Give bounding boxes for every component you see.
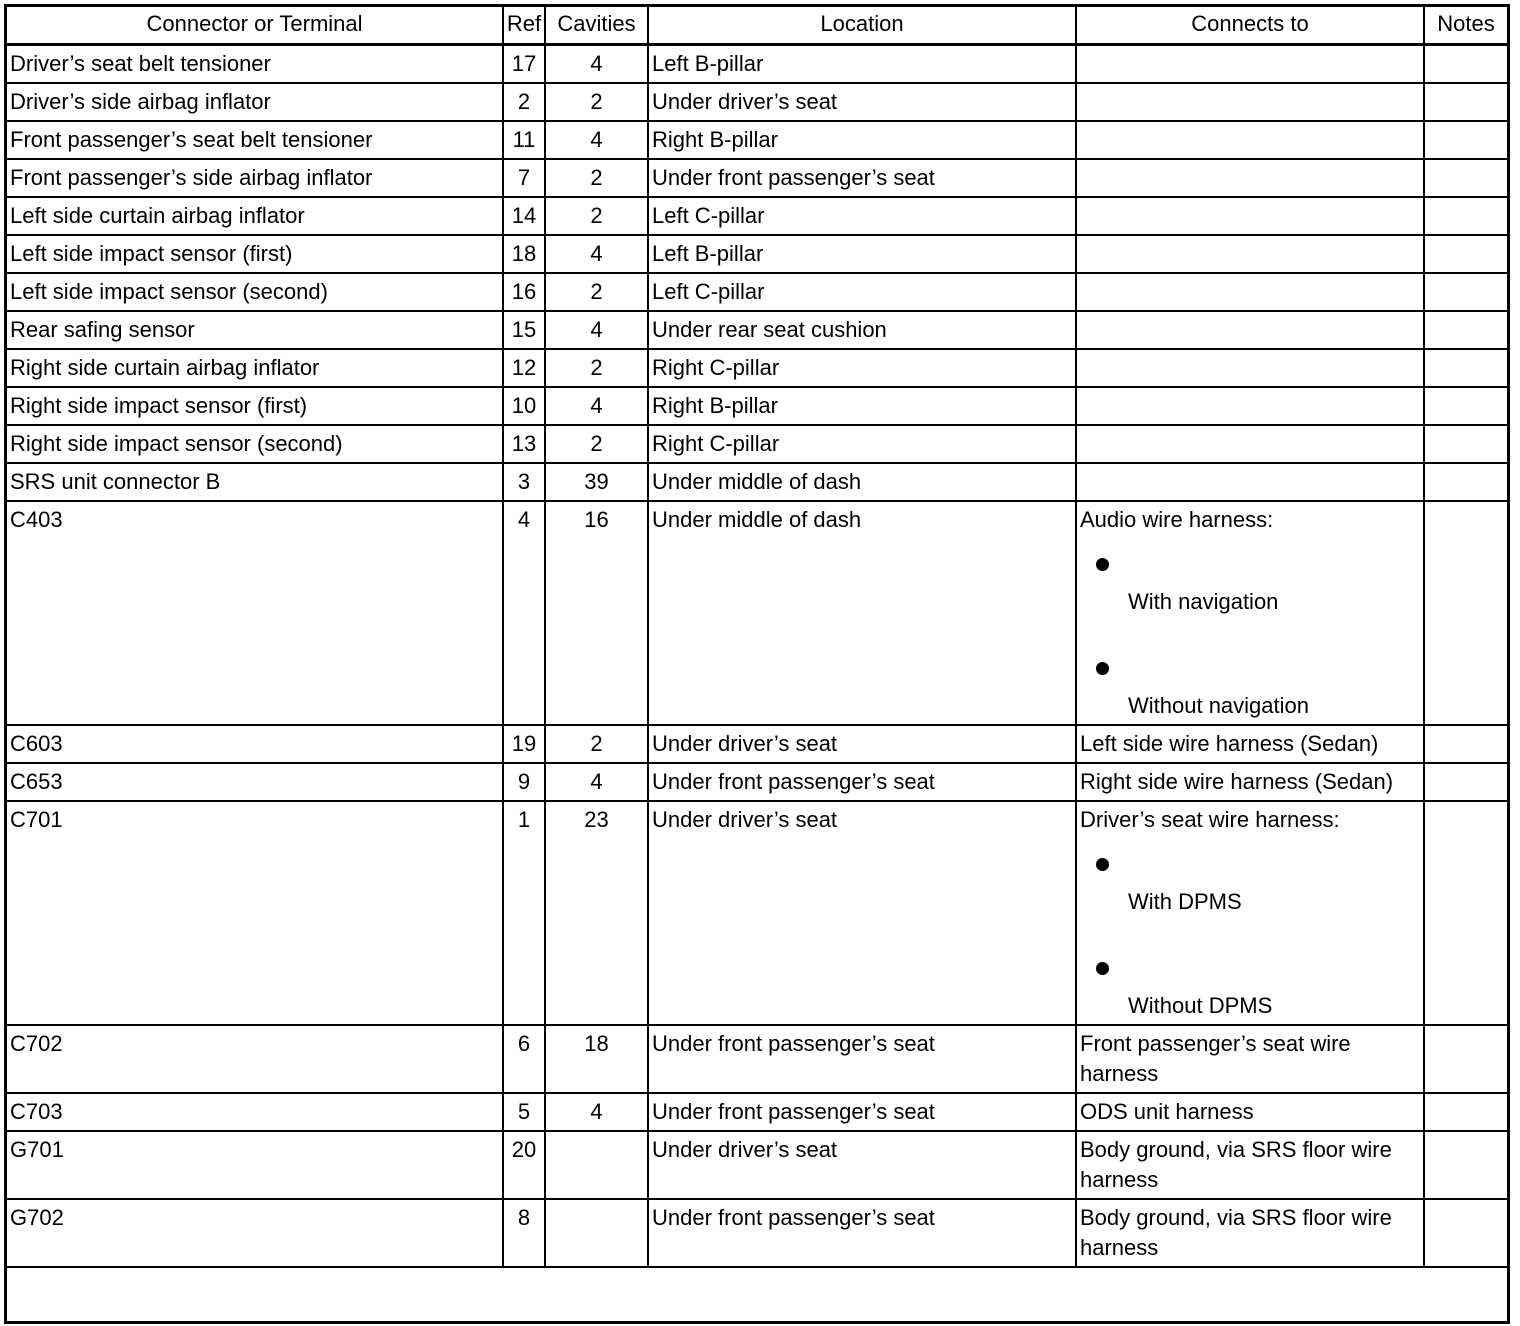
connects-to-heading: Driver’s seat wire harness: (1080, 807, 1340, 832)
cell-connects-to: Right side wire harness (Sedan) (1076, 763, 1424, 801)
cell-location: Left C-pillar (648, 273, 1076, 311)
table-row (6, 197, 1508, 235)
cell-notes (1424, 1025, 1508, 1093)
cell-location: Under rear seat cushion (648, 311, 1076, 349)
cell-notes (1424, 197, 1508, 235)
cell-connector: C701 (6, 801, 503, 1025)
header-connector: Connector or Terminal (6, 6, 503, 45)
table-row (6, 501, 1508, 725)
cell-connector: Right side impact sensor (first) (6, 387, 503, 425)
cell-notes (1424, 1199, 1508, 1267)
cell-ref: 1 (503, 801, 545, 1025)
cell-notes (1424, 501, 1508, 725)
cell-connector: Right side impact sensor (second) (6, 425, 503, 463)
bullet-text: Without navigation (1128, 693, 1309, 718)
cell-connector: C403 (6, 501, 503, 725)
cell-connects-to (1076, 45, 1424, 84)
table-row (6, 725, 1508, 763)
table-row (6, 273, 1508, 311)
table-header-row (6, 6, 1508, 45)
table-row (6, 349, 1508, 387)
cell-location: Left B-pillar (648, 235, 1076, 273)
cell-location: Under driver’s seat (648, 1131, 1076, 1199)
cell-cavities: 2 (545, 273, 648, 311)
table-body (6, 45, 1508, 1268)
bullet-dot-icon (1096, 662, 1109, 675)
cell-connector: Left side impact sensor (second) (6, 273, 503, 311)
cell-connects-to (1076, 349, 1424, 387)
cell-location: Under driver’s seat (648, 801, 1076, 1025)
cell-location: Left C-pillar (648, 197, 1076, 235)
cell-connects-to: Front passenger’s seat wire harness (1076, 1025, 1424, 1093)
cell-ref: 6 (503, 1025, 545, 1093)
bullet-dot-icon (1096, 558, 1109, 571)
cell-connects-to (1076, 273, 1424, 311)
cell-notes (1424, 121, 1508, 159)
cell-notes (1424, 83, 1508, 121)
cell-location: Under driver’s seat (648, 83, 1076, 121)
cell-connects-to (1076, 425, 1424, 463)
cell-cavities: 2 (545, 349, 648, 387)
cell-ref: 11 (503, 121, 545, 159)
cell-ref: 4 (503, 501, 545, 725)
cell-connects-to (1076, 121, 1424, 159)
cell-connector: Rear safing sensor (6, 311, 503, 349)
cell-cavities (545, 1131, 648, 1199)
cell-notes (1424, 45, 1508, 84)
cell-location: Right B-pillar (648, 121, 1076, 159)
bullet-item (1080, 835, 1421, 939)
cell-cavities: 2 (545, 425, 648, 463)
cell-ref: 9 (503, 763, 545, 801)
cell-location: Under front passenger’s seat (648, 1199, 1076, 1267)
connects-to-bullet-list (1080, 535, 1421, 721)
connector-table (5, 5, 1509, 1268)
table-row (6, 387, 1508, 425)
bullet-dot-icon (1096, 962, 1109, 975)
cell-ref: 7 (503, 159, 545, 197)
cell-cavities: 4 (545, 121, 648, 159)
bullet-dot-icon (1096, 858, 1109, 871)
header-cavities: Cavities (545, 6, 648, 45)
cell-location: Right B-pillar (648, 387, 1076, 425)
table-row (6, 763, 1508, 801)
header-connects-to: Connects to (1076, 6, 1424, 45)
cell-connector: Right side curtain airbag inflator (6, 349, 503, 387)
cell-connector: Front passenger’s seat belt tensioner (6, 121, 503, 159)
cell-ref: 3 (503, 463, 545, 501)
cell-location: Under driver’s seat (648, 725, 1076, 763)
cell-connects-to: Left side wire harness (Sedan) (1076, 725, 1424, 763)
cell-ref: 13 (503, 425, 545, 463)
bullet-text: With DPMS (1128, 889, 1242, 914)
table-row (6, 159, 1508, 197)
bullet-item (1080, 939, 1421, 1021)
table-row (6, 1093, 1508, 1131)
table-row (6, 235, 1508, 273)
cell-connector: SRS unit connector B (6, 463, 503, 501)
connects-to-bullet-list (1080, 835, 1421, 1021)
cell-notes (1424, 235, 1508, 273)
cell-connects-to (1076, 197, 1424, 235)
cell-notes (1424, 1093, 1508, 1131)
cell-location: Right C-pillar (648, 349, 1076, 387)
cell-ref: 10 (503, 387, 545, 425)
cell-connector: C702 (6, 1025, 503, 1093)
header-ref: Ref (503, 6, 545, 45)
cell-ref: 18 (503, 235, 545, 273)
cell-notes (1424, 311, 1508, 349)
bullet-item (1080, 639, 1421, 721)
connects-to-heading: Audio wire harness: (1080, 507, 1274, 532)
table-row (6, 425, 1508, 463)
table-row (6, 121, 1508, 159)
cell-cavities: 4 (545, 1093, 648, 1131)
cell-ref: 16 (503, 273, 545, 311)
cell-cavities: 23 (545, 801, 648, 1025)
cell-notes (1424, 425, 1508, 463)
bullet-text: Without DPMS (1128, 993, 1273, 1018)
cell-connector: Left side curtain airbag inflator (6, 197, 503, 235)
cell-ref: 14 (503, 197, 545, 235)
cell-ref: 17 (503, 45, 545, 84)
cell-connects-to: Body ground, via SRS floor wire harness (1076, 1131, 1424, 1199)
cell-location: Left B-pillar (648, 45, 1076, 84)
header-location: Location (648, 6, 1076, 45)
table-row (6, 45, 1508, 84)
cell-notes (1424, 463, 1508, 501)
cell-ref: 20 (503, 1131, 545, 1199)
cell-location: Under front passenger’s seat (648, 1093, 1076, 1131)
cell-connects-to (1076, 501, 1424, 725)
cell-cavities (545, 1199, 648, 1267)
cell-connector: C653 (6, 763, 503, 801)
cell-ref: 12 (503, 349, 545, 387)
table-row (6, 1025, 1508, 1093)
cell-ref: 5 (503, 1093, 545, 1131)
cell-connector: C603 (6, 725, 503, 763)
cell-connects-to (1076, 235, 1424, 273)
cell-cavities: 4 (545, 387, 648, 425)
cell-ref: 8 (503, 1199, 545, 1267)
cell-cavities: 16 (545, 501, 648, 725)
cell-cavities: 2 (545, 159, 648, 197)
header-notes: Notes (1424, 6, 1508, 45)
cell-ref: 15 (503, 311, 545, 349)
cell-cavities: 2 (545, 725, 648, 763)
cell-location: Under middle of dash (648, 463, 1076, 501)
cell-location: Under middle of dash (648, 501, 1076, 725)
cell-notes (1424, 159, 1508, 197)
table-row (6, 801, 1508, 1025)
table-row (6, 1199, 1508, 1267)
cell-notes (1424, 763, 1508, 801)
table-row (6, 1131, 1508, 1199)
cell-location: Under front passenger’s seat (648, 1025, 1076, 1093)
cell-connects-to (1076, 159, 1424, 197)
cell-connector: G702 (6, 1199, 503, 1267)
cell-location: Under front passenger’s seat (648, 159, 1076, 197)
cell-notes (1424, 349, 1508, 387)
cell-connector: Driver’s seat belt tensioner (6, 45, 503, 84)
bullet-item (1080, 535, 1421, 639)
table-row (6, 311, 1508, 349)
cell-cavities: 4 (545, 763, 648, 801)
cell-notes (1424, 387, 1508, 425)
cell-connects-to: Body ground, via SRS floor wire harness (1076, 1199, 1424, 1267)
cell-cavities: 39 (545, 463, 648, 501)
cell-location: Under front passenger’s seat (648, 763, 1076, 801)
cell-cavities: 4 (545, 311, 648, 349)
table-row (6, 463, 1508, 501)
cell-connector: G701 (6, 1131, 503, 1199)
cell-connector: Left side impact sensor (first) (6, 235, 503, 273)
bullet-text: With navigation (1128, 589, 1279, 614)
cell-cavities: 4 (545, 45, 648, 84)
cell-connects-to (1076, 83, 1424, 121)
cell-cavities: 2 (545, 83, 648, 121)
cell-notes (1424, 273, 1508, 311)
cell-cavities: 4 (545, 235, 648, 273)
cell-connects-to: ODS unit harness (1076, 1093, 1424, 1131)
cell-cavities: 2 (545, 197, 648, 235)
cell-connects-to (1076, 311, 1424, 349)
cell-ref: 19 (503, 725, 545, 763)
cell-connector: Driver’s side airbag inflator (6, 83, 503, 121)
table-row (6, 83, 1508, 121)
cell-ref: 2 (503, 83, 545, 121)
cell-notes (1424, 725, 1508, 763)
cell-connector: Front passenger’s side airbag inflator (6, 159, 503, 197)
cell-notes (1424, 1131, 1508, 1199)
cell-connects-to (1076, 801, 1424, 1025)
cell-notes (1424, 801, 1508, 1025)
cell-connects-to (1076, 387, 1424, 425)
cell-connects-to (1076, 463, 1424, 501)
cell-connector: C703 (6, 1093, 503, 1131)
cell-location: Right C-pillar (648, 425, 1076, 463)
cell-cavities: 18 (545, 1025, 648, 1093)
